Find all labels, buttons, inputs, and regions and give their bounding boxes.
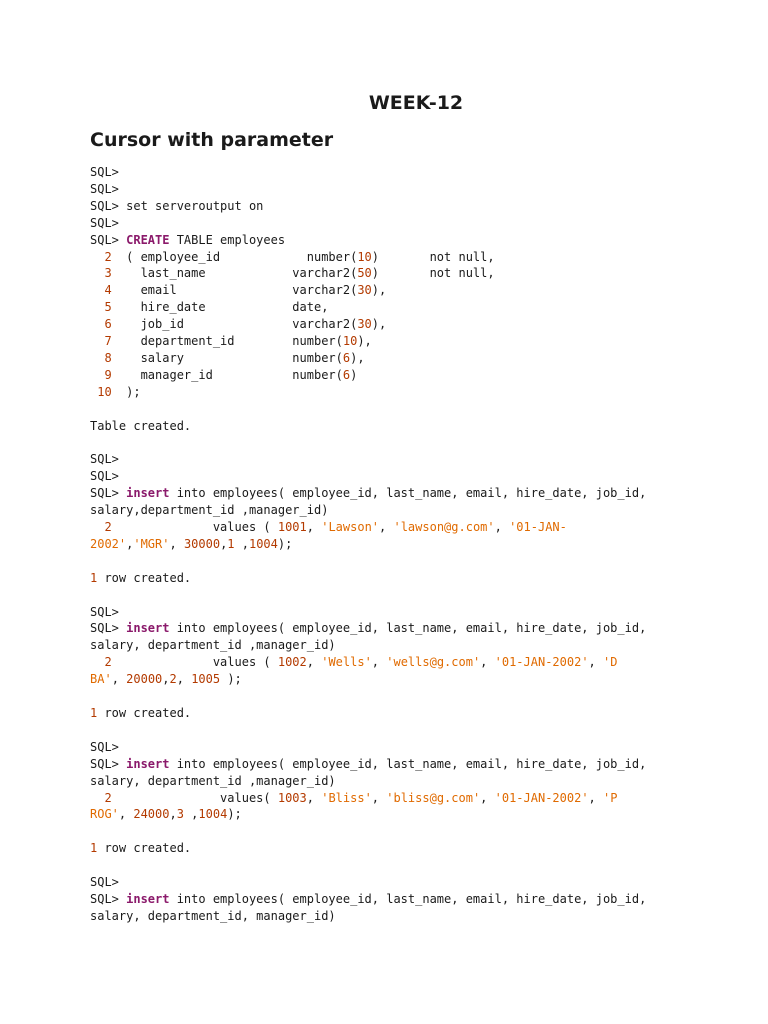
code-text: , <box>169 536 184 551</box>
code-text <box>90 368 104 382</box>
code-line <box>90 265 750 282</box>
code-string: ROG' <box>90 807 119 822</box>
code-line <box>90 350 750 367</box>
code-text: SQL> <box>90 452 119 467</box>
code-text: TABLE employees <box>169 232 286 247</box>
section-heading: Cursor with parameter <box>90 129 334 151</box>
code-text: values ( <box>111 520 278 535</box>
code-line <box>90 435 750 452</box>
code-line <box>90 806 750 823</box>
code-number: 50 <box>357 266 372 281</box>
code-text <box>90 250 104 264</box>
code-number: 2 <box>104 655 112 670</box>
code-number: 1004 <box>248 536 278 551</box>
code-number: 3 <box>104 266 112 281</box>
code-text: ( employee_id number( <box>111 249 358 264</box>
code-number: 1005 <box>191 672 221 687</box>
code-text: email varchar2( <box>111 283 358 298</box>
code-line <box>90 739 750 756</box>
code-number: 2 <box>169 672 177 687</box>
code-number: 7 <box>104 334 112 349</box>
code-text: , <box>371 655 387 670</box>
code-text: SQL> <box>90 486 127 501</box>
code-string: 'Bliss' <box>321 790 372 805</box>
code-text: ); <box>111 384 141 399</box>
code-text: salary, department_id ,manager_id) <box>90 773 336 788</box>
code-text: into employees( employee_id, last_name, email, hire_date, job_id, <box>169 621 647 636</box>
code-line <box>90 502 750 519</box>
code-text: ) not null, <box>371 266 495 281</box>
code-text: values ( <box>111 655 278 670</box>
code-number: 9 <box>104 367 112 382</box>
code-line <box>90 756 750 773</box>
code-number: 1 <box>90 706 98 720</box>
code-text <box>90 520 104 534</box>
code-number: 8 <box>104 350 112 365</box>
code-text: SQL> <box>90 739 119 754</box>
code-text: , <box>234 536 249 551</box>
code-number: 2 <box>104 249 112 264</box>
code-text: ), <box>371 283 387 298</box>
code-number: 24000 <box>133 807 170 822</box>
code-number: 20000 <box>126 672 163 687</box>
code-text: SQL> <box>90 469 119 484</box>
code-text: , <box>494 520 510 535</box>
code-text: manager_id number( <box>111 367 343 382</box>
code-line <box>90 299 750 316</box>
code-text: row created. <box>97 841 192 856</box>
code-line <box>90 485 750 502</box>
code-text: SQL> <box>90 875 119 890</box>
code-text: , <box>306 655 322 670</box>
code-text: ) not null, <box>371 249 495 264</box>
code-text: department_id number( <box>111 334 343 349</box>
code-line <box>90 587 750 604</box>
code-line <box>90 316 750 333</box>
code-text: into employees( employee_id, last_name, email, hire_date, job_id, <box>169 891 647 906</box>
code-line <box>90 215 750 232</box>
code-text <box>90 300 104 314</box>
code-line <box>90 164 750 181</box>
code-line <box>90 773 750 790</box>
code-text: SQL> <box>90 604 119 619</box>
code-number: 4 <box>104 283 112 298</box>
code-text: salary,department_id ,manager_id) <box>90 503 329 518</box>
code-text <box>90 655 104 669</box>
code-text: , <box>480 655 495 670</box>
code-text <box>90 334 104 348</box>
code-line <box>90 857 750 874</box>
code-number: 6 <box>104 317 112 332</box>
sql-keyword: insert <box>126 891 170 906</box>
code-text: SQL> <box>90 165 119 179</box>
code-line <box>90 418 750 435</box>
code-text: , <box>480 790 495 805</box>
code-text: , <box>371 790 387 805</box>
code-line <box>90 536 750 553</box>
code-text: ), <box>371 317 387 332</box>
code-line <box>90 840 750 857</box>
code-number: 3 <box>176 807 184 822</box>
code-text: SQL> <box>90 891 127 906</box>
code-string: 'Wells' <box>321 655 372 670</box>
code-text: , <box>162 672 170 687</box>
code-text: last_name varchar2( <box>111 266 358 281</box>
code-line <box>90 908 750 925</box>
code-line <box>90 671 750 688</box>
code-text: SQL> <box>90 232 127 247</box>
code-line <box>90 637 750 654</box>
sql-keyword: CREATE <box>126 232 170 247</box>
code-line <box>90 181 750 198</box>
code-number: 10 <box>342 334 358 349</box>
code-text: row created. <box>97 570 192 585</box>
code-text: , <box>306 790 322 805</box>
sql-code-block <box>90 164 750 925</box>
code-string: 'MGR' <box>133 536 170 551</box>
code-text: into employees( employee_id, last_name, email, hire_date, job_id, <box>169 486 647 501</box>
code-number: 1001 <box>277 520 307 535</box>
code-line <box>90 570 750 587</box>
code-text: salary, department_id, manager_id) <box>90 908 336 923</box>
code-text: , <box>176 672 192 687</box>
code-text: , <box>183 807 199 822</box>
code-text <box>90 283 104 297</box>
code-text: Table created. <box>90 418 192 433</box>
code-line <box>90 790 750 807</box>
code-line <box>90 333 750 350</box>
code-string: '01-JAN- <box>509 520 567 535</box>
code-text <box>90 266 104 280</box>
code-line <box>90 722 750 739</box>
code-line <box>90 519 750 536</box>
code-line <box>90 823 750 840</box>
code-text: hire_date date, <box>111 300 329 315</box>
code-number: 1004 <box>198 807 228 822</box>
code-text: , <box>588 790 603 805</box>
code-number: 6 <box>342 367 351 382</box>
code-line <box>90 282 750 299</box>
code-string: 'Lawson' <box>321 520 380 535</box>
code-line <box>90 232 750 249</box>
code-line <box>90 553 750 570</box>
code-number: 6 <box>342 350 351 365</box>
code-string: 'D <box>603 655 618 670</box>
code-text: SQL> <box>90 181 119 196</box>
code-text: , <box>118 807 134 822</box>
code-text: , <box>126 536 134 551</box>
code-line <box>90 249 750 266</box>
code-text: job_id varchar2( <box>111 317 358 332</box>
code-text: SQL> <box>90 621 127 636</box>
code-string: 'bliss@g.com' <box>386 790 481 805</box>
code-text: ), <box>350 350 365 365</box>
code-text <box>90 317 104 331</box>
code-text <box>90 791 104 805</box>
code-number: 10 <box>357 249 372 264</box>
code-number: 1 <box>227 536 235 551</box>
code-string: 'lawson@g.com' <box>393 520 495 535</box>
code-text: into employees( employee_id, last_name, email, hire_date, job_id, <box>169 756 647 771</box>
page-title: WEEK-12 <box>368 92 464 114</box>
code-string: '01-JAN-2002' <box>494 790 589 805</box>
code-line <box>90 874 750 891</box>
code-line <box>90 401 750 418</box>
code-text: salary number( <box>111 350 343 365</box>
code-text: ), <box>357 334 372 349</box>
code-number: 1003 <box>277 790 307 805</box>
code-number: 30 <box>357 283 372 298</box>
code-line <box>90 688 750 705</box>
code-text: SQL> set serveroutput on <box>90 198 264 213</box>
code-number: 2 <box>104 520 112 535</box>
code-line <box>90 367 750 384</box>
code-line <box>90 705 750 722</box>
sql-keyword: insert <box>126 486 170 501</box>
code-text: , <box>379 520 394 535</box>
sql-keyword: insert <box>126 756 170 771</box>
code-string: BA' <box>90 672 112 687</box>
code-text: values( <box>111 790 278 805</box>
code-text: salary, department_id ,manager_id) <box>90 638 336 653</box>
code-text: ); <box>220 672 242 687</box>
code-text: ); <box>277 536 293 551</box>
code-number: 1 <box>90 841 98 856</box>
code-number: 1002 <box>277 655 307 670</box>
code-number: 5 <box>104 300 112 315</box>
code-text: , <box>220 536 228 551</box>
code-number: 1 <box>90 570 98 585</box>
code-text: SQL> <box>90 756 127 771</box>
code-text: , <box>588 655 603 670</box>
code-line <box>90 468 750 485</box>
code-string: 'P <box>603 790 618 805</box>
code-line <box>90 198 750 215</box>
code-string: 2002' <box>90 536 127 551</box>
code-line <box>90 384 750 401</box>
sql-keyword: insert <box>126 621 170 636</box>
code-line <box>90 891 750 908</box>
code-line <box>90 654 750 671</box>
code-line <box>90 604 750 621</box>
code-string: 'wells@g.com' <box>386 655 481 670</box>
code-text: , <box>169 807 177 822</box>
code-number: 30 <box>357 317 372 332</box>
code-text: SQL> <box>90 215 119 230</box>
code-line <box>90 620 750 637</box>
code-string: '01-JAN-2002' <box>494 655 589 670</box>
code-number: 30000 <box>183 536 221 551</box>
code-line <box>90 451 750 468</box>
code-text: ) <box>350 367 358 382</box>
code-number: 2 <box>104 790 112 805</box>
code-text: , <box>306 520 322 535</box>
code-text: , <box>111 672 127 687</box>
code-number: 10 <box>97 384 112 399</box>
code-text: ); <box>227 807 242 822</box>
code-text <box>90 351 104 365</box>
code-text: row created. <box>97 706 192 720</box>
